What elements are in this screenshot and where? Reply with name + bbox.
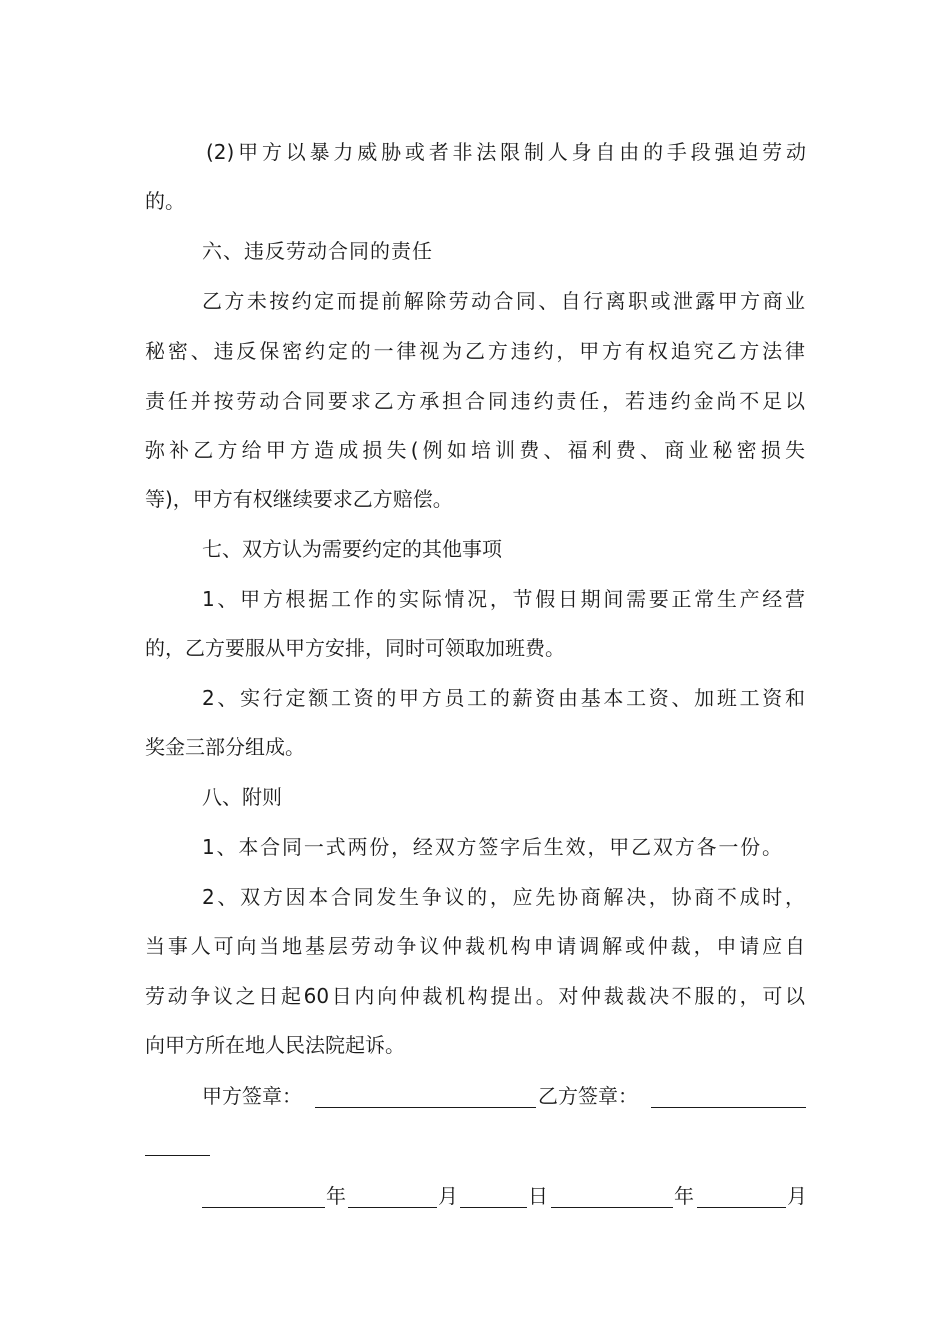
section-7-item-2-line-1: 2、实行定额工资的甲方员工的薪资由基本工资、加班工资和 [202, 686, 805, 710]
party-b-signature-field[interactable] [651, 1085, 806, 1108]
clause-5-item-2-line-1: (2)甲方以暴力威胁或者非法限制人身自由的手段强迫劳动 [206, 140, 806, 164]
section-6-line-4: 弥补乙方给甲方造成损失(例如培训费、福利费、商业秘密损失 [145, 438, 805, 462]
section-8-heading: 八、附则 [202, 785, 282, 809]
section-8-item-2-line-4: 向甲方所在地人民法院起诉。 [145, 1033, 405, 1057]
section-6-line-3: 责任并按劳动合同要求乙方承担合同违约责任，若违约金尚不足以 [145, 389, 805, 413]
party-b-signature-label: 乙方签章： [538, 1084, 638, 1108]
section-7-item-1-line-1: 1、甲方根据工作的实际情况，节假日期间需要正常生产经营 [202, 587, 805, 611]
section-7-heading: 七、双方认为需要约定的其他事项 [202, 537, 502, 561]
section-6-heading: 六、违反劳动合同的责任 [202, 239, 433, 263]
section-heading [0, 226, 950, 276]
section-heading [0, 772, 950, 822]
signature-row [0, 1071, 950, 1121]
party-b-month-field[interactable] [697, 1185, 786, 1208]
paragraph-line [0, 176, 950, 226]
section-6-line-5: 等)，甲方有权继续要求乙方赔偿。 [145, 487, 453, 511]
party-b-month-label: 月 [787, 1184, 807, 1208]
party-a-day-label: 日 [528, 1184, 548, 1208]
paragraph-line [0, 574, 950, 624]
section-8-item-2-line-1: 2、双方因本合同发生争议的，应先协商解决，协商不成时， [202, 885, 805, 909]
paragraph-line [0, 276, 950, 326]
paragraph-line [0, 623, 950, 673]
paragraph-line [0, 127, 950, 177]
paragraph-line [0, 971, 950, 1021]
section-heading [0, 524, 950, 574]
party-a-day-field[interactable] [460, 1185, 527, 1208]
party-a-month-field[interactable] [348, 1185, 437, 1208]
paragraph-line [0, 474, 950, 524]
paragraph-line [0, 326, 950, 376]
party-a-signature-label: 甲方签章： [202, 1084, 302, 1108]
section-8-item-2-line-2: 当事人可向当地基层劳动争议仲裁机构申请调解或仲裁，申请应自 [145, 934, 805, 958]
paragraph-line [0, 921, 950, 971]
party-a-signature-field[interactable] [315, 1085, 536, 1108]
clause-5-item-2-line-2: 的。 [145, 189, 185, 213]
signature-row-continuation [0, 1121, 950, 1171]
paragraph-line [0, 872, 950, 922]
party-b-signature-field-continuation[interactable] [145, 1133, 210, 1156]
paragraph-line [0, 425, 950, 475]
party-a-month-label: 月 [438, 1184, 458, 1208]
paragraph-line [0, 376, 950, 426]
paragraph-line [0, 722, 950, 772]
section-7-item-1-line-2: 的，乙方要服从甲方安排，同时可领取加班费。 [145, 636, 565, 660]
party-b-year-label: 年 [674, 1184, 694, 1208]
section-6-line-1: 乙方未按约定而提前解除劳动合同、自行离职或泄露甲方商业 [202, 289, 805, 313]
party-a-year-label: 年 [326, 1184, 346, 1208]
party-a-year-field[interactable] [202, 1185, 325, 1208]
section-7-item-2-line-2: 奖金三部分组成。 [145, 735, 305, 759]
section-8-item-2-line-3: 劳动争议之日起60日内向仲裁机构提出。对仲裁裁决不服的，可以 [145, 984, 805, 1008]
section-8-item-1: 1、本合同一式两份，经双方签字后生效，甲乙双方各一份。 [202, 835, 782, 859]
paragraph-line [0, 673, 950, 723]
date-row [0, 1171, 950, 1221]
party-b-year-field[interactable] [551, 1185, 673, 1208]
section-6-line-2: 秘密、违反保密约定的一律视为乙方违约，甲方有权追究乙方法律 [145, 339, 805, 363]
paragraph-line [0, 1020, 950, 1070]
paragraph-line [0, 822, 950, 872]
